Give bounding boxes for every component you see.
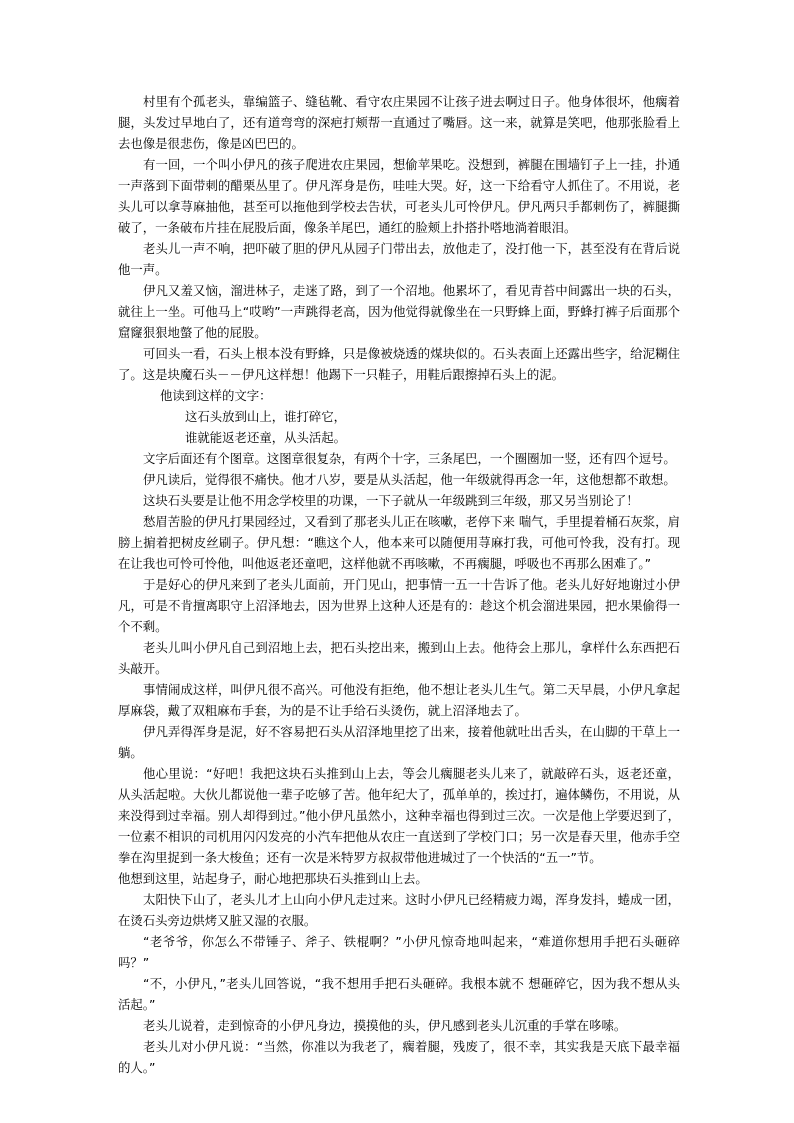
paragraph: 村里有个孤老头，靠编篮子、缝毡靴、看守农庄果园不让孩子进去啊过日子。他身体很坏，他瘸着腿，头发过早地白了，还有道弯弯的深疤打颊帮一直通过了嘴唇。这一来，就算是笑吧，他那张脸看上去也像是很悲伤，像是凶巴巴的。 (118, 94, 680, 151)
paragraph: 他想到这里，站起身子，耐心地把那块石头推到山上去。 (118, 871, 428, 886)
document-page (118, 91, 680, 1078)
paragraph: 老头儿说着，走到惊奇的小伊凡身边，摸摸他的头，伊凡感到老头儿沉重的手掌在哆嗦。 (143, 1018, 627, 1033)
paragraph: 老头儿一声不响，把吓破了胆的伊凡从园子门带出去，放他走了，没打他一下，甚至没有在背后说他一声。 (118, 241, 680, 277)
paragraph: 愁眉苦脸的伊凡打果园经过，又看到了那老头儿正在咳嗽，老停下来 喘气，手里提着桶石灰浆，肩膀上掮着把树皮丝刷子。伊凡想：“瞧这个人，他本来可以随便用荨麻打我，可他可怜我，没有打。现在让我也可怜可怜他，叫他返老还童吧，这样他就不再咳嗽，不再瘸腿，呼吸也不再那么困难了。” (118, 514, 680, 571)
inscription-intro: 他读到这样的文字： (160, 388, 272, 403)
dialogue-paragraph: 老头儿对小伊凡说：“当然，你准以为我老了，瘸着腿，残废了，很不幸，其实我是天底下最幸福的人。” (118, 1039, 680, 1075)
paragraph: 太阳快下山了，老头儿才上山向小伊凡走过来。这时小伊凡已经精疲力竭，浑身发抖，蜷成一团，在烫石头旁边烘烤又脏又湿的衣服。 (118, 892, 680, 928)
paragraph: 于是好心的伊凡来到了老头儿面前，开门见山，把事情一五一十告诉了他。老头儿好好地谢过小伊凡，可是不肯擅离职守上沼泽地去，因为世界上这种人还是有的：趁这个机会溜进果园，把水果偷得一个不剩。 (118, 577, 680, 634)
paragraph: 文字后面还有个图章。这图章很复杂，有两个十字，三条尾巴，一个圈圈加一竖，还有四个逗号。 (143, 451, 676, 466)
dialogue-paragraph: “不，小伊凡，”老头儿回答说，“我不想用手把石头砸碎。我根本就不 想砸碎它，因为我不想从头活起。” (118, 976, 680, 1012)
paragraph: 有一回，一个叫小伊凡的孩子爬进农庄果园，想偷苹果吃。没想到，裤腿在围墙钉子上一挂，扑通一声落到下面带刺的醋栗丛里了。伊凡浑身是伤，哇哇大哭。好，这一下给看守人抓住了。不用说，老头儿可以拿荨麻抽他，甚至可以拖他到学校去告状，可老头儿可怜伊凡。伊凡两只手都刺伤了，裤腿撕破了，一条破布片挂在屁股后面，像条羊尾巴，通红的脸颊上扑搭扑嗒地淌着眼泪。 (118, 157, 680, 235)
paragraph: 他心里说：“好吧！我把这块石头推到山上去，等会儿瘸腿老头儿来了，就敲碎石头，返老还童，从头活起啦。大伙儿都说他一辈子吃够了苦。他年纪大了，孤单单的，挨过打，遍体鳞伤，不用说，从来没得到过幸福。别人却得到过。”他小伊凡虽然小，这种幸福也得到过三次。一次是他上学要迟到了，一位素不相识的司机用闪闪发亮的小汽车把他从农庄一直送到了学校门口；另一次是春天里，他赤手空拳在沟里捉到一条大梭鱼；还有一次是米特罗方叔叔带他进城过了一个快活的“五一”节。 (118, 766, 680, 865)
inscription-line: 这石头放到山上，谁打碎它， (185, 409, 347, 424)
inscription-line: 谁就能返老还童，从头活起。 (185, 430, 347, 445)
paragraph: 伊凡又羞又恼，溜进林子，走迷了路，到了一个沼地。他累坏了，看见青苔中间露出一块的石头，就往上一坐。可他马上“哎哟”一声跳得老高，因为他觉得就像坐在一只野蜂上面，野蜂打裤子后面那个窟窿狠狠地螫了他的屁股。 (118, 283, 680, 340)
paragraph: 这块石头要是让他不用念学校里的功课，一下子就从一年级跳到三年级，那又另当别论了！ (143, 493, 639, 508)
paragraph: 伊凡读后，觉得很不痛快。他才八岁，要是从头活起，他一年级就得再念一年，这他想都不敢想。 (143, 472, 676, 487)
dialogue-paragraph: “老爷爷，你怎么不带锤子、斧子、铁棍啊？”小伊凡惊奇地叫起来，“难道你想用手把石头砸碎吗？” (118, 934, 680, 970)
paragraph: 可回头一看，石头上根本没有野蜂，只是像被烧透的煤块似的。石头表面上还露出些字，给泥糊住了。这是块魔石头－－伊凡这样想！他踢下一只鞋子，用鞋后跟擦掉石头上的泥。 (118, 346, 680, 382)
paragraph: 老头儿叫小伊凡自己到沼地上去，把石头挖出来，搬到山上去。他待会上那儿，拿样什么东西把石头敲开。 (118, 640, 680, 676)
paragraph: 事情闹成这样，叫伊凡很不高兴。可他没有拒绝，他不想让老头儿生气。第二天早晨，小伊凡拿起厚麻袋，戴了双粗麻布手套，为的是不让手给石头烫伤，就上沼泽地去了。 (118, 682, 680, 718)
paragraph: 伊凡弄得浑身是泥，好不容易把石头从沼泽地里挖了出来，接着他就吐出舌头，在山脚的干草上一躺。 (118, 724, 680, 760)
